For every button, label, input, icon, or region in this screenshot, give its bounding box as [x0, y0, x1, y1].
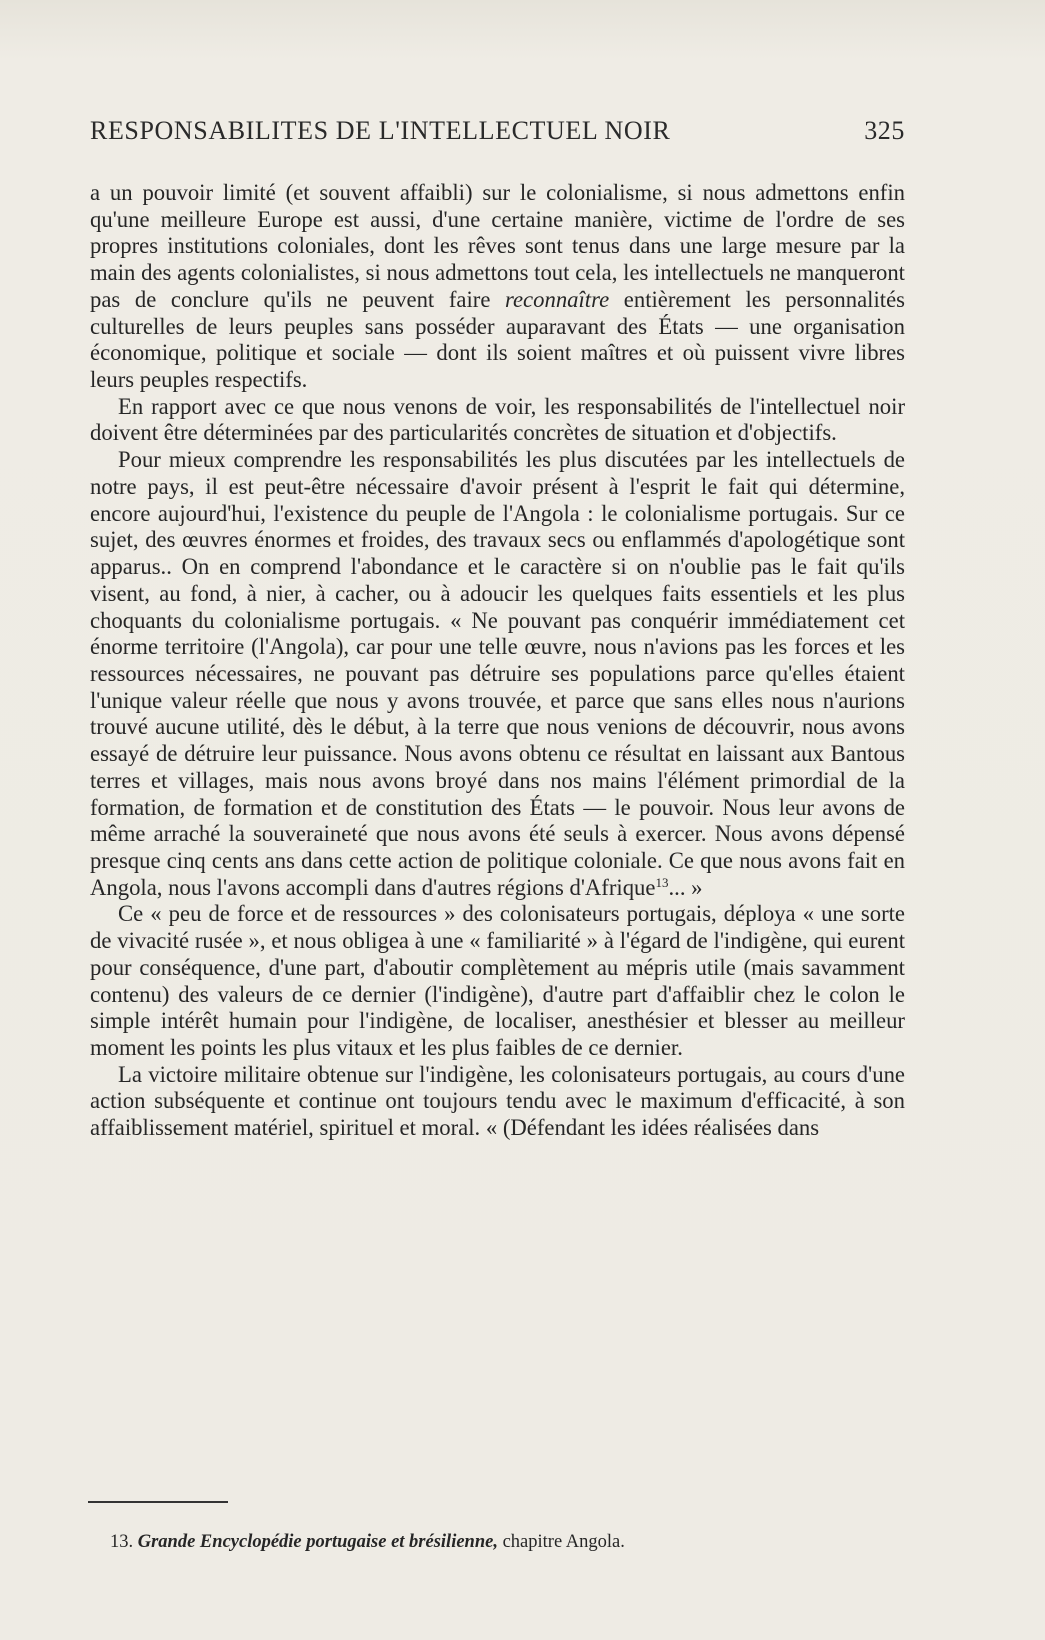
- paragraph-4: Ce « peu de force et de ressources » des colonisateurs portugais, déploya « une sorte de vivacité rusée », et nous obligea à une « familiarité » à l'égard de l'indigène, qui eurent pour conséquence, d'une part, d'aboutir complètement au mépris utile (mais savamment contenu) des valeurs de ce dernier (l'indigène), d'autre part d'affaiblir chez le colon le simple intérêt humain pour l'indigène, de localiser, anesthésier et blesser au meilleur moment les points les plus vitaux et les plus faibles de ce dernier.: [90, 901, 905, 1060]
- footnote-divider: [88, 1501, 228, 1503]
- footnote-reference: 13: [655, 874, 669, 890]
- footnote: [110, 1532, 910, 1553]
- body-text: [90, 180, 905, 1142]
- paragraph-1-text-b: entièrement les personnalités culturelles de leurs peuples sans posséder auparavant des États — une organisation économique, politique et sociale — dont ils soient maîtres et où puissent vivre libres leurs peuples respectifs.: [90, 286, 905, 393]
- paragraph-5: La victoire militaire obtenue sur l'indigène, les colonisateurs portugais, au cours d'une action subséquente et continue ont toujours tendu avec le maximum d'efficacité, à son affaiblissement matériel, spirituel et moral. « (Défendant les idées réalisées dans: [90, 1061, 905, 1141]
- paragraph-2: En rapport avec ce que nous venons de voir, les responsabilités de l'intellectuel noir doivent être déterminées par des particularités concrètes de situation et d'objectifs.: [90, 393, 905, 446]
- paragraph-3-text-a: Pour mieux comprendre les responsabilités les plus discutées par les intellectuels de notre pays, il est peut-être nécessaire d'avoir présent à l'esprit le fait qui détermine, encore aujourd'hui, l'existence du peuple de l'Angola : le colonialisme portugais. Sur ce sujet, des œuvres énormes et froides, des travaux secs ou enflammés d'apologétique sont apparus.. On en comprend l'abondance et le caractère si on n'oublie pas le fait qu'ils visent, au fond, à nier, à cacher, ou à adoucir les quelques faits essentiels et les plus choquants du colonialisme portugais. « Ne pouvant pas conquérir immédiatement cet énorme territoire (l'Angola), car pour une telle œuvre, nous n'avions pas les forces et les ressources nécessaires, ne pouvant pas détruire ses populations parce qu'elles étaient l'unique valeur réelle que nous y avons trouvée, et parce que sans elles nous n'aurions trouvé aucune utilité, dès le début, à la terre que nous venions de découvrir, nous avons essayé de détruire leur puissance. Nous avons obtenu ce résultat en laissant aux Bantous terres et villages, mais nous avons broyé dans nos mains l'élément primordial de la formation, de formation et de constitution des États — le pouvoir. Nous leur avons de même arraché la souveraineté que nous avons été seuls à exercer. Nous avons dépensé presque cinq cents ans dans cette action de politique coloniale. Ce que nous avons fait en Angola, nous l'avons accompli dans d'autres régions d'Afrique: [90, 447, 905, 900]
- footnote-rest: chapitre Angola.: [502, 1532, 625, 1552]
- footnote-number: 13.: [110, 1532, 134, 1552]
- paragraph-3: [90, 447, 905, 901]
- page-number: 325: [864, 116, 905, 145]
- paragraph-3-text-b: ... »: [668, 874, 703, 900]
- emphasis-word: reconnaître: [505, 286, 610, 312]
- paragraph-1-text-a: a un pouvoir limité (et souvent affaibli) sur le colonialisme, si nous admettons enfin qu'une meilleure Europe est aussi, d'une certaine manière, victime de l'ordre de ses propres institutions coloniales, dont les rêves sont tenus dans une large mesure par la main des agents colonialistes, si nous admettons tout cela, les intellectuels ne manqueront pas de conclure qu'ils ne peuvent faire: [90, 180, 905, 312]
- footnote-source: Grande Encyclopédie portugaise et brésilienne,: [137, 1532, 498, 1552]
- paragraph-1: [90, 180, 905, 394]
- running-title: RESPONSABILITES DE L'INTELLECTUEL NOIR: [90, 116, 671, 145]
